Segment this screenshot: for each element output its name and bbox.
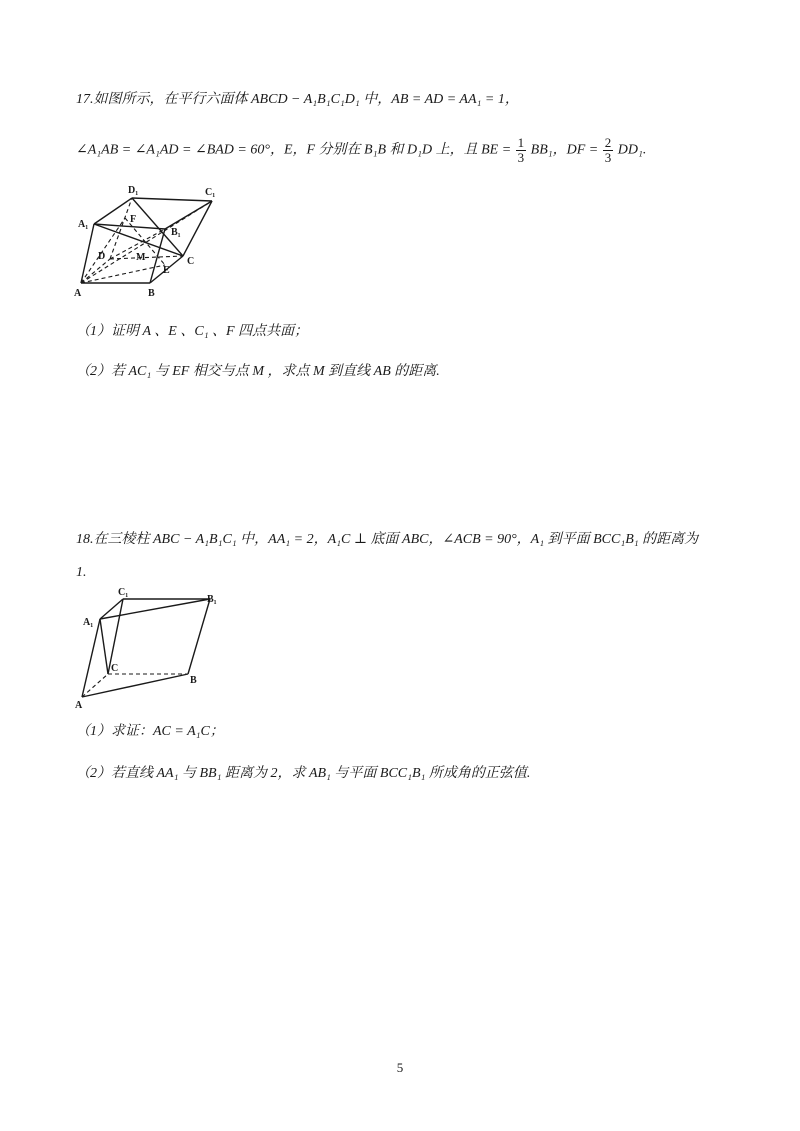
label-C: C — [111, 663, 119, 674]
label-C: C — [187, 256, 195, 267]
problem-18-line-2: 1. — [76, 565, 87, 580]
label-E: E — [163, 265, 170, 276]
label-A1: A₁ — [83, 617, 94, 628]
edge-A-A1 — [82, 619, 100, 697]
edge-B-B1 — [188, 599, 210, 674]
label-B1: B₁ — [171, 227, 181, 238]
problem-17-conditions-mid: BB₁，DF = — [530, 142, 599, 158]
label-A1: A₁ — [78, 219, 89, 230]
label-A: A — [75, 700, 83, 710]
hidden-edge-D-D1 — [110, 198, 132, 259]
fraction-denominator: 3 — [604, 149, 612, 165]
problem-18-part-2: （2）若直线 AA₁ 与 BB₁ 距离为 2，求 AB₁ 与平面 BCC₁B₁ 所成角的正弦值. — [76, 766, 531, 781]
edge-A1-C — [100, 619, 108, 674]
fraction-denominator: 3 — [517, 149, 525, 165]
page-number: 5 — [396, 1060, 404, 1075]
label-M: M — [136, 252, 146, 263]
label-D1: D₁ — [128, 185, 139, 196]
edge-A1-B1 — [100, 599, 210, 619]
problem-18-line-1: 18.在三棱柱 ABC − A₁B₁C₁ 中，AA₁ = 2，A₁C ⊥ 底面 ABC，∠ACB = 90°，A₁ 到平面 BCC₁B₁ 的距离为 — [76, 532, 699, 547]
triangular-prism-figure — [70, 585, 235, 710]
problem-17-line-2 — [76, 136, 646, 164]
label-F: F — [130, 214, 137, 225]
label-C1: C₁ — [118, 587, 129, 598]
fraction-numerator: 2 — [604, 135, 612, 150]
label-B: B — [190, 675, 197, 686]
problem-17-line-1: 17.如图所示，在平行六面体 ABCD − A₁B₁C₁D₁ 中，AB = AD = AA₁ = 1， — [76, 92, 519, 107]
label-B: B — [148, 288, 155, 299]
edge-C1-D1 — [132, 198, 212, 201]
problem-17-conditions-end: DD₁. — [617, 142, 647, 158]
problem-17-part-2: （2）若 AC₁ 与 EF 相交与点 M ，求点 M 到直线 AB 的距离. — [76, 364, 440, 379]
fraction-one-third — [516, 136, 527, 164]
fraction-numerator: 1 — [517, 135, 525, 150]
problem-17-conditions: ∠A₁AB = ∠A₁AD = ∠BAD = 60°，E，F 分别在 B₁B 和 D₁D 上，且 BE = — [76, 142, 512, 158]
label-B1: B₁ — [207, 594, 217, 605]
parallelepiped-figure — [70, 180, 230, 305]
label-C1: C₁ — [205, 187, 216, 198]
problem-18-part-1: （1）求证：AC = A₁C； — [76, 724, 224, 739]
hidden-edge-D-C — [110, 256, 183, 259]
edge-A-B — [82, 674, 188, 697]
problem-17-part-1: （1）证明 A 、E 、C₁ 、F 四点共面； — [76, 324, 309, 339]
label-D: D — [98, 251, 106, 262]
fraction-two-thirds — [603, 136, 614, 164]
label-A: A — [74, 288, 82, 299]
